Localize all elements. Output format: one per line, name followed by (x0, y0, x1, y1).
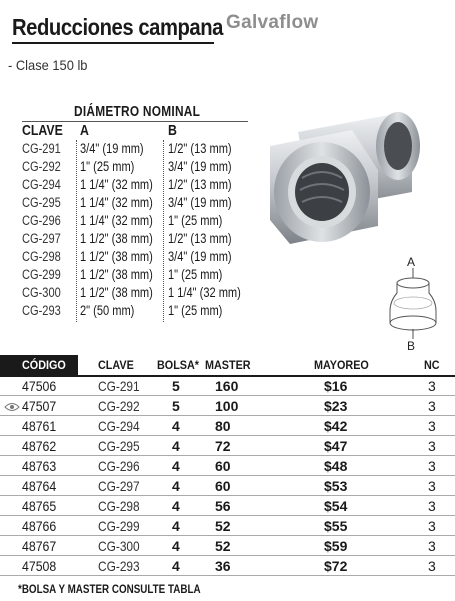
cell-clave: CG-298 (98, 498, 140, 514)
cell-codigo: 48766 (22, 518, 57, 534)
cell-bolsa: 4 (172, 498, 180, 514)
spec-row (22, 177, 248, 194)
cell-bolsa: 5 (172, 378, 180, 394)
header-codigo: CÓDIGO (22, 358, 66, 372)
spec-clave: CG-298 (22, 249, 61, 264)
spec-diameter-b: 3/4" (19 mm) (168, 159, 232, 174)
cell-nc: 3 (428, 398, 436, 414)
cell-master: 160 (215, 378, 239, 394)
cell-nc: 3 (428, 438, 436, 454)
cell-clave: CG-293 (98, 558, 140, 574)
cell-bolsa: 4 (172, 518, 180, 534)
row-divider (0, 555, 455, 556)
row-divider (0, 455, 455, 456)
cell-codigo: 48764 (22, 478, 57, 494)
cell-mayoreo: $48 (324, 458, 348, 474)
spec-clave: CG-295 (22, 195, 61, 210)
title-underline (12, 42, 214, 44)
cell-master: 36 (215, 558, 231, 574)
spec-clave: CG-291 (22, 141, 61, 156)
cell-master: 52 (215, 518, 231, 534)
row-divider (0, 395, 455, 396)
cell-master: 60 (215, 478, 231, 494)
spec-heading: DIÁMETRO NOMINAL (74, 104, 201, 120)
eye-icon (4, 402, 20, 412)
spec-diameter-a: 1 1/4" (32 mm) (80, 177, 153, 192)
spec-row (22, 195, 248, 212)
cell-bolsa: 5 (172, 398, 180, 414)
row-divider (0, 535, 455, 536)
cell-mayoreo: $23 (324, 398, 348, 414)
spec-diameter-b: 1/2" (13 mm) (168, 141, 232, 156)
cell-clave: CG-300 (98, 538, 140, 554)
diagram-label-a: A (407, 255, 416, 269)
cell-master: 72 (215, 438, 231, 454)
spec-diameter-b: 1/2" (13 mm) (168, 177, 232, 192)
table-row[interactable] (0, 537, 455, 556)
spec-col-b: B (168, 123, 177, 139)
header-master: MASTER (205, 358, 251, 372)
cell-nc: 3 (428, 478, 436, 494)
cell-mayoreo: $16 (324, 378, 348, 394)
table-header (0, 355, 455, 375)
spec-diameter-b: 1 1/4" (32 mm) (168, 285, 241, 300)
cell-codigo: 48767 (22, 538, 57, 554)
cell-codigo: 47506 (22, 378, 57, 394)
cell-master: 56 (215, 498, 231, 514)
spec-diameter-a: 1 1/2" (38 mm) (80, 285, 153, 300)
cell-master: 80 (215, 418, 231, 434)
row-divider (0, 575, 455, 576)
footnote: *BOLSA Y MASTER CONSULTE TABLA (18, 582, 201, 596)
spec-row (22, 267, 248, 284)
cell-nc: 3 (428, 498, 436, 514)
spec-row (22, 141, 248, 158)
cell-master: 60 (215, 458, 231, 474)
cell-clave: CG-295 (98, 438, 140, 454)
cell-codigo: 47508 (22, 558, 57, 574)
cell-codigo: 48765 (22, 498, 57, 514)
table-row[interactable] (0, 417, 455, 436)
cell-nc: 3 (428, 418, 436, 434)
reducer-dimension-diagram (380, 253, 450, 353)
table-row[interactable] (0, 477, 455, 496)
spec-clave: CG-300 (22, 285, 61, 300)
cell-master: 52 (215, 538, 231, 554)
cell-bolsa: 4 (172, 538, 180, 554)
cell-bolsa: 4 (172, 458, 180, 474)
brand-logo: Galvaflow (226, 12, 319, 33)
cell-mayoreo: $42 (324, 418, 348, 434)
cell-nc: 3 (428, 458, 436, 474)
spec-top-rule (22, 121, 248, 122)
spec-clave: CG-296 (22, 213, 61, 228)
cell-nc: 3 (428, 538, 436, 554)
row-divider (0, 475, 455, 476)
cell-clave: CG-299 (98, 518, 140, 534)
spec-diameter-a: 1 1/4" (32 mm) (80, 213, 153, 228)
spec-diameter-b: 3/4" (19 mm) (168, 249, 232, 264)
spec-clave: CG-299 (22, 267, 61, 282)
cell-codigo: 48761 (22, 418, 57, 434)
spec-row (22, 159, 248, 176)
header-bolsa: BOLSA* (157, 358, 200, 372)
spec-diameter-a: 1 1/2" (38 mm) (80, 249, 153, 264)
spec-clave: CG-294 (22, 177, 61, 192)
spec-row (22, 249, 248, 266)
subtitle: - Clase 150 lb (8, 57, 88, 73)
cell-nc: 3 (428, 518, 436, 534)
cell-clave: CG-292 (98, 398, 140, 414)
cell-clave: CG-296 (98, 458, 140, 474)
cell-mayoreo: $72 (324, 558, 348, 574)
spec-diameter-b: 1" (25 mm) (168, 267, 223, 282)
spec-row (22, 231, 248, 248)
cell-clave: CG-291 (98, 378, 140, 394)
page-title: Reducciones campana (12, 14, 223, 40)
table-row[interactable] (0, 517, 455, 536)
spec-row (22, 285, 248, 302)
cell-bolsa: 4 (172, 438, 180, 454)
spec-diameter-a: 1" (25 mm) (80, 159, 135, 174)
header-mayoreo: MAYOREO (314, 358, 369, 372)
spec-clave: CG-297 (22, 231, 61, 246)
cell-mayoreo: $54 (324, 498, 348, 514)
spec-diameter-b: 1" (25 mm) (168, 213, 223, 228)
row-divider (0, 495, 455, 496)
cell-mayoreo: $53 (324, 478, 348, 494)
row-divider (0, 435, 455, 436)
table-row[interactable] (0, 437, 455, 456)
table-row[interactable] (0, 497, 455, 516)
cell-mayoreo: $59 (324, 538, 348, 554)
row-divider (0, 515, 455, 516)
cell-bolsa: 4 (172, 478, 180, 494)
cell-codigo: 48762 (22, 438, 57, 454)
reducer-fitting-image (262, 100, 446, 250)
spec-row (22, 303, 248, 320)
cell-bolsa: 4 (172, 558, 180, 574)
spec-diameter-b: 1" (25 mm) (168, 303, 223, 318)
spec-diameter-a: 3/4" (19 mm) (80, 141, 144, 156)
cell-codigo: 48763 (22, 458, 57, 474)
spec-diameter-b: 1/2" (13 mm) (168, 231, 232, 246)
cell-codigo: 47507 (22, 398, 57, 414)
spec-diameter-b: 3/4" (19 mm) (168, 195, 232, 210)
table-row[interactable] (0, 377, 455, 396)
cell-clave: CG-297 (98, 478, 140, 494)
spec-col-clave: CLAVE (22, 123, 63, 139)
cell-bolsa: 4 (172, 418, 180, 434)
cell-clave: CG-294 (98, 418, 140, 434)
row-divider (0, 415, 455, 416)
spec-diameter-a: 1 1/4" (32 mm) (80, 195, 153, 210)
header-nc: NC (424, 358, 440, 372)
spec-clave: CG-292 (22, 159, 61, 174)
table-row[interactable] (0, 557, 455, 576)
table-row[interactable] (0, 397, 455, 416)
spec-diameter-a: 2" (50 mm) (80, 303, 135, 318)
cell-master: 100 (215, 398, 239, 414)
spec-col-a: A (80, 123, 89, 139)
spec-row (22, 213, 248, 230)
spec-diameter-a: 1 1/2" (38 mm) (80, 231, 153, 246)
cell-mayoreo: $47 (324, 438, 348, 454)
table-row[interactable] (0, 457, 455, 476)
header-clave: CLAVE (98, 358, 134, 372)
diagram-label-b: B (407, 339, 416, 353)
spec-diameter-a: 1 1/2" (38 mm) (80, 267, 153, 282)
cell-mayoreo: $55 (324, 518, 348, 534)
cell-nc: 3 (428, 558, 436, 574)
cell-nc: 3 (428, 378, 436, 394)
spec-clave: CG-293 (22, 303, 61, 318)
